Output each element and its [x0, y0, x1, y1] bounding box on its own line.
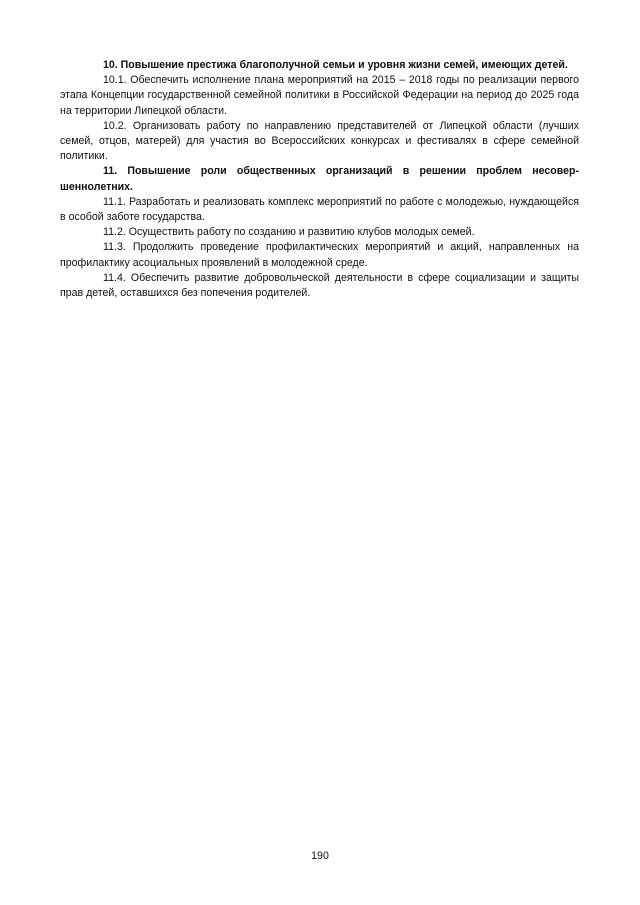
section-heading-11: 11. Повышение роли общественных организаций в решении проблем несовершеннолетних.: [60, 165, 579, 193]
paragraph-10-1: 10.1. Обеспечить исполнение плана мероприятий на 2015 – 2018 годы по реализации первого этапа Концепции государственной семейной политики в Российской Федерации на период до 2025 года на территории Липецкой области.: [60, 74, 579, 117]
paragraph-11-4: 11.4. Обеспечить развитие добровольческой деятельности в сфере социализации и защиты прав детей, оставшихся без попечения родителей.: [60, 271, 579, 300]
page-number: 190: [311, 850, 329, 862]
section-heading-10: 10. Повышение престижа благополучной семьи и уровня жизни семей, имеющих детей.: [103, 59, 568, 71]
paragraph-10-2: 10.2. Организовать работу по направлению представителей от Липецкой области (лучших семей, отцов, матерей) для участия во Всероссийских конкурсах и фестивалях в сфере семейной политики.: [60, 119, 579, 163]
paragraph-11-2: 11.2. Осуществить работу по созданию и развитию клубов молодых семей.: [103, 226, 475, 239]
document-body: [60, 58, 579, 301]
paragraph-11-1: 11.1. Разработать и реализовать комплекс мероприятий по работе с молодежью, нуждающейся в особой заботе государства.: [60, 195, 579, 224]
paragraph-11-3: 11.3. Продолжить проведение профилактических мероприятий и акций, направленных на профилактику асоциальных проявлений в молодежной среде.: [60, 241, 579, 269]
